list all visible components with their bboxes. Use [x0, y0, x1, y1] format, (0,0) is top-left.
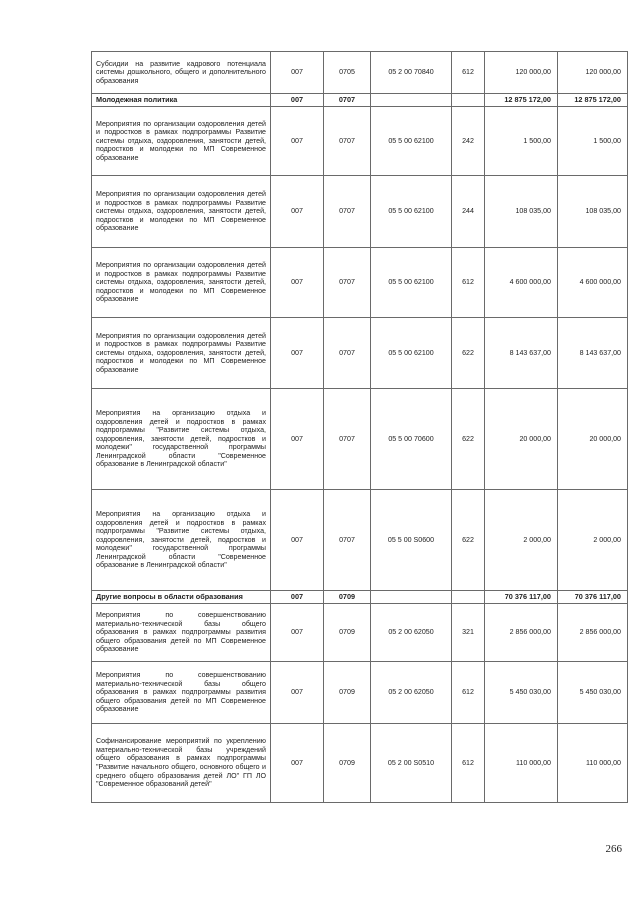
section-row: [92, 591, 628, 604]
expense-name-cell: Мероприятия по организации оздоровления детей и подростков в рамках подпрограммы Развитие системы отдыха, оздоровления, занятости детей, подростков и молодежи по МП Современное образование: [92, 176, 271, 248]
amount-total-cell: 4 600 000,00: [558, 248, 628, 318]
amount-cell: 70 376 117,00: [485, 591, 558, 604]
section-code-cell: 0709: [324, 604, 371, 662]
table-row: [92, 389, 628, 490]
amount-total-cell: 20 000,00: [558, 389, 628, 490]
amount-total-cell: 120 000,00: [558, 52, 628, 94]
table-row: [92, 248, 628, 318]
department-code-cell: 007: [271, 389, 324, 490]
section-code-cell: 0709: [324, 662, 371, 724]
amount-total-cell: 1 500,00: [558, 107, 628, 176]
amount-cell: 20 000,00: [485, 389, 558, 490]
amount-total-cell: 70 376 117,00: [558, 591, 628, 604]
amount-cell: 120 000,00: [485, 52, 558, 94]
expense-name-cell: Мероприятия на организацию отдыха и оздоровления детей и подростков в рамках подпрограммы "Развитие системы отдыха, оздоровления, занятости детей, подростков и молодежи" государственной программы Ленинградской области "Современное образование в Ленинградской области": [92, 490, 271, 591]
page-number: 266: [605, 843, 622, 855]
target-article-cell: 05 5 00 62100: [371, 318, 452, 389]
expense-name-cell: Софинансирование мероприятий по укреплению материально-технической базы учреждений общего образования в рамках подпрограммы "Развитие начального общего, основного общего и среднего общего образования детей ЛО" ГП ЛО "Современное образований детей": [92, 724, 271, 803]
table-row: [92, 107, 628, 176]
target-article-cell: 05 5 00 70600: [371, 389, 452, 490]
department-code-cell: 007: [271, 604, 324, 662]
amount-cell: 2 000,00: [485, 490, 558, 591]
target-article-cell: 05 5 00 62100: [371, 248, 452, 318]
amount-cell: 12 875 172,00: [485, 94, 558, 107]
expense-name-cell: Мероприятия по организации оздоровления детей и подростков в рамках подпрограммы Развитие системы отдыха, оздоровления, занятости детей, подростков и молодежи по МП Современное образование: [92, 318, 271, 389]
department-code-cell: 007: [271, 591, 324, 604]
target-article-cell: [371, 591, 452, 604]
department-code-cell: 007: [271, 248, 324, 318]
expense-type-cell: 622: [452, 389, 485, 490]
table-row: [92, 724, 628, 803]
expense-name-cell: Другие вопросы в области образования: [92, 591, 271, 604]
budget-table: [91, 51, 628, 803]
table-row: [92, 662, 628, 724]
table-row: [92, 52, 628, 94]
department-code-cell: 007: [271, 490, 324, 591]
department-code-cell: 007: [271, 176, 324, 248]
target-article-cell: 05 2 00 62050: [371, 662, 452, 724]
section-code-cell: 0709: [324, 724, 371, 803]
expense-name-cell: Мероприятия по организации оздоровления детей и подростков в рамках подпрограммы Развитие системы отдыха, оздоровления, занятости детей, подростков и молодежи по МП Современное образование: [92, 248, 271, 318]
expense-type-cell: 242: [452, 107, 485, 176]
expense-type-cell: 622: [452, 318, 485, 389]
target-article-cell: 05 5 00 62100: [371, 107, 452, 176]
section-code-cell: 0709: [324, 591, 371, 604]
expense-type-cell: 622: [452, 490, 485, 591]
expense-type-cell: 612: [452, 52, 485, 94]
expense-name-cell: Мероприятия по организации оздоровления детей и подростков в рамках подпрограммы Развитие системы отдыха, оздоровления, занятости детей, подростков и молодежи по МП Современное образование: [92, 107, 271, 176]
section-code-cell: 0707: [324, 94, 371, 107]
expense-type-cell: [452, 591, 485, 604]
target-article-cell: 05 5 00 62100: [371, 176, 452, 248]
amount-total-cell: 12 875 172,00: [558, 94, 628, 107]
section-code-cell: 0705: [324, 52, 371, 94]
expense-type-cell: 612: [452, 248, 485, 318]
section-code-cell: 0707: [324, 490, 371, 591]
amount-cell: 8 143 637,00: [485, 318, 558, 389]
amount-total-cell: 110 000,00: [558, 724, 628, 803]
expense-type-cell: 244: [452, 176, 485, 248]
expense-name-cell: Мероприятия по совершенствованию материально-технической базы общего образования в рамках подпрограммы развития общего образования детей по МП Современное образование: [92, 662, 271, 724]
target-article-cell: 05 2 00 62050: [371, 604, 452, 662]
expense-type-cell: 612: [452, 662, 485, 724]
amount-total-cell: 2 856 000,00: [558, 604, 628, 662]
target-article-cell: 05 2 00 S0510: [371, 724, 452, 803]
expense-type-cell: [452, 94, 485, 107]
amount-cell: 1 500,00: [485, 107, 558, 176]
section-code-cell: 0707: [324, 176, 371, 248]
section-code-cell: 0707: [324, 389, 371, 490]
amount-cell: 4 600 000,00: [485, 248, 558, 318]
expense-name-cell: Мероприятия по совершенствованию материально-технической базы общего образования в рамках подпрограммы развития общего образования детей по МП Современное образование: [92, 604, 271, 662]
department-code-cell: 007: [271, 94, 324, 107]
target-article-cell: [371, 94, 452, 107]
section-code-cell: 0707: [324, 318, 371, 389]
expense-type-cell: 612: [452, 724, 485, 803]
amount-total-cell: 108 035,00: [558, 176, 628, 248]
amount-cell: 110 000,00: [485, 724, 558, 803]
table-row: [92, 490, 628, 591]
table-row: [92, 176, 628, 248]
department-code-cell: 007: [271, 724, 324, 803]
section-code-cell: 0707: [324, 107, 371, 176]
amount-cell: 2 856 000,00: [485, 604, 558, 662]
target-article-cell: 05 2 00 70840: [371, 52, 452, 94]
amount-total-cell: 5 450 030,00: [558, 662, 628, 724]
expense-name-cell: Субсидии на развитие кадрового потенциала системы дошкольного, общего и дополнительного образования: [92, 52, 271, 94]
expense-name-cell: Молодежная политика: [92, 94, 271, 107]
department-code-cell: 007: [271, 52, 324, 94]
section-row: [92, 94, 628, 107]
table-row: [92, 604, 628, 662]
department-code-cell: 007: [271, 662, 324, 724]
expense-name-cell: Мероприятия на организацию отдыха и оздоровления детей и подростков в рамках подпрограммы "Развитие системы отдыха, оздоровления, занятости детей, подростков и молодежи" государственной программы Ленинградской области "Современное образование в Ленинградской области": [92, 389, 271, 490]
department-code-cell: 007: [271, 318, 324, 389]
amount-cell: 5 450 030,00: [485, 662, 558, 724]
table-row: [92, 318, 628, 389]
budget-table-body: [92, 52, 628, 803]
section-code-cell: 0707: [324, 248, 371, 318]
amount-cell: 108 035,00: [485, 176, 558, 248]
amount-total-cell: 8 143 637,00: [558, 318, 628, 389]
expense-type-cell: 321: [452, 604, 485, 662]
amount-total-cell: 2 000,00: [558, 490, 628, 591]
department-code-cell: 007: [271, 107, 324, 176]
target-article-cell: 05 5 00 S0600: [371, 490, 452, 591]
